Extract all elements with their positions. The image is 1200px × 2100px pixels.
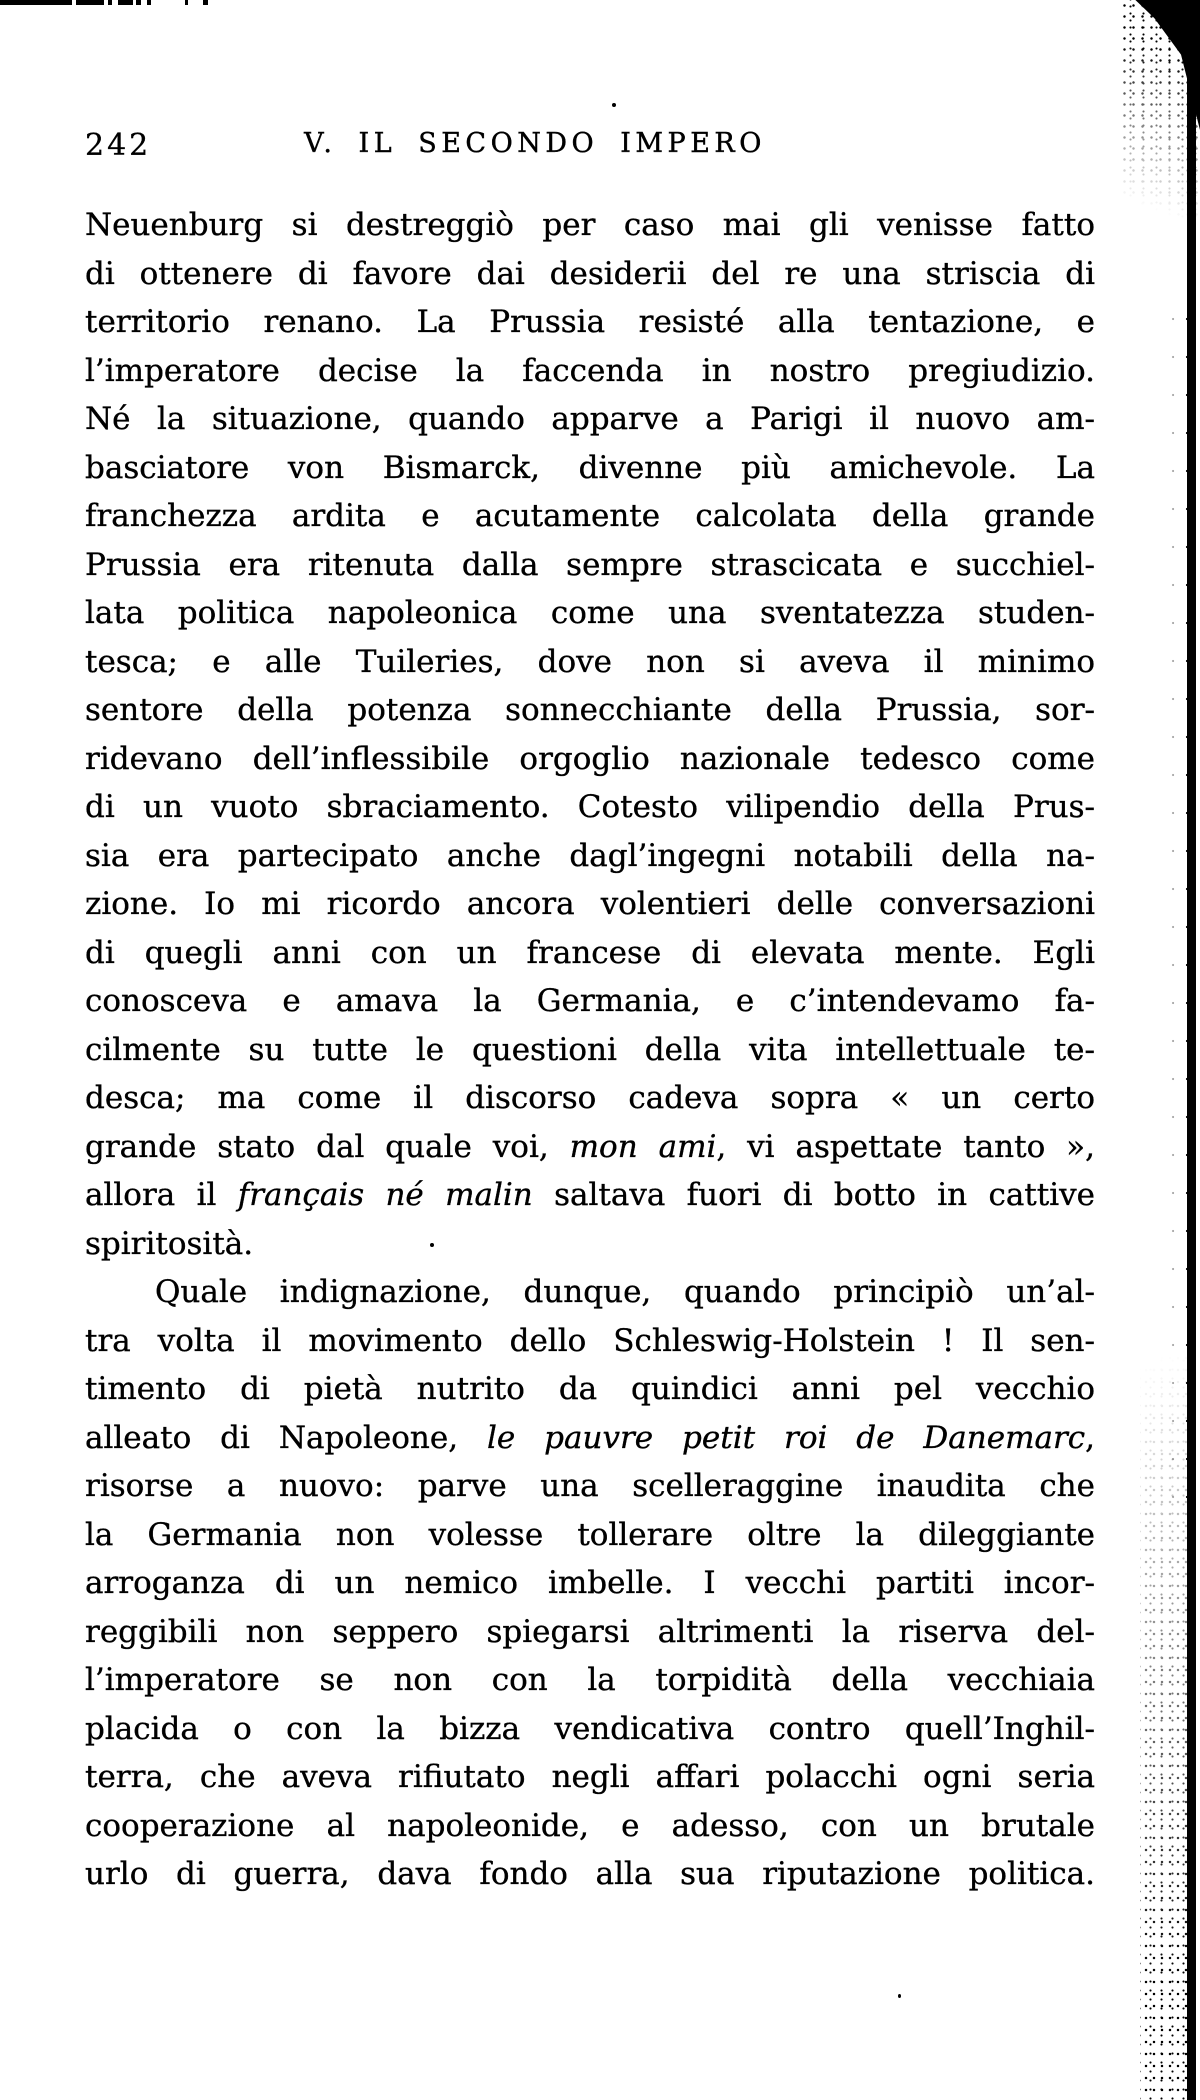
text-segment: di ottenere di favore dai desiderii del re una striscia di	[85, 255, 1095, 292]
text-segment: di un vuoto sbraciamento. Cotesto vilipendio della Prus-	[85, 789, 1095, 825]
text-segment: alleato di Napoleone,	[85, 1419, 487, 1456]
text-segment: Quale indignazione, dunque, quando principiò un’al-	[155, 1274, 1095, 1310]
running-header-title: V. IL SECONDO IMPERO	[304, 128, 766, 159]
text-segment: urlo di guerra, dava fondo alla sua riputazione politica.	[85, 1856, 1095, 1892]
scan-artifact-dot	[898, 1994, 901, 1998]
text-segment: grande stato dal quale voi,	[85, 1128, 570, 1165]
text-segment: sentore della potenza sonnecchiante della Prussia, sor-	[85, 692, 1095, 728]
text-segment: risorse a nuovo: parve una scelleraggine inaudita che	[85, 1468, 1095, 1504]
text-segment: territorio renano. La Prussia resisté alla tentazione, e	[85, 304, 1095, 340]
text-segment: tesca; e alle Tuileries, dove non si aveva il minimo	[85, 643, 1095, 680]
scan-artifact-dot	[612, 103, 616, 107]
text-segment: desca; ma come il discorso cadeva sopra « un certo	[85, 1080, 1095, 1116]
text-segment: Prussia era ritenuta dalla sempre strascicata e succhiel-	[85, 546, 1095, 583]
text-line	[85, 1026, 1095, 1075]
text-segment: franchezza ardita e acutamente calcolata della grande	[85, 498, 1095, 534]
scan-artifact-top-dashes	[0, 0, 210, 5]
text-line	[85, 250, 1095, 299]
text-line	[85, 201, 1095, 250]
text-segment: tra volta il movimento dello Schleswig-Holstein ! Il sen-	[85, 1322, 1095, 1359]
text-line	[85, 1608, 1095, 1657]
text-segment: sia era partecipato anche dagl’ingegni notabili della na-	[85, 837, 1095, 874]
text-line	[85, 1268, 1095, 1317]
scan-artifact-edge-speckle-bottom	[1140, 1280, 1200, 2100]
text-line	[85, 1171, 1095, 1220]
text-line	[85, 1656, 1095, 1705]
text-segment: la Germania non volesse tollerare oltre la dileggiante	[85, 1516, 1095, 1553]
text-line	[85, 832, 1095, 881]
text-line	[85, 444, 1095, 493]
text-segment: saltava fuori di botto in cattive	[532, 1177, 1095, 1213]
text-line	[85, 1705, 1095, 1754]
text-segment: l’imperatore se non con la torpidità della vecchiaia	[85, 1662, 1095, 1698]
page-number: 242	[85, 128, 152, 163]
text-line	[85, 541, 1095, 590]
text-line	[85, 1074, 1095, 1123]
italic-text-segment: mon ami	[569, 1128, 717, 1165]
text-line	[85, 298, 1095, 347]
text-segment: allora il	[85, 1177, 238, 1213]
text-line	[85, 1414, 1095, 1463]
text-segment: ridevano dell’inflessibile orgoglio nazionale tedesco come	[85, 740, 1095, 777]
text-line	[85, 1559, 1095, 1608]
running-header	[0, 126, 1070, 170]
text-segment: ,	[1085, 1419, 1095, 1456]
text-segment: reggibili non seppero spiegarsi altrimenti la riserva del-	[85, 1613, 1095, 1650]
text-segment: basciatore von Bismarck, divenne più amichevole. La	[85, 449, 1095, 486]
text-line	[85, 977, 1095, 1026]
italic-text-segment: le pauvre petit roi de Danemarc	[486, 1419, 1086, 1456]
italic-text-segment: français né malin	[237, 1177, 533, 1213]
text-segment: spiritosità.	[85, 1225, 254, 1262]
text-line	[85, 929, 1095, 978]
text-line	[85, 1123, 1095, 1172]
text-segment: cilmente su tutte le questioni della vita intellettuale te-	[85, 1031, 1095, 1068]
page-body-text	[85, 201, 1095, 1899]
text-line	[85, 880, 1095, 929]
text-line	[85, 783, 1095, 832]
text-line	[85, 395, 1095, 444]
text-segment: zione. Io mi ricordo ancora volentieri delle conversazioni	[85, 886, 1095, 922]
text-line	[85, 1753, 1095, 1802]
text-line	[85, 735, 1095, 784]
text-line	[85, 1220, 1095, 1269]
text-segment: cooperazione al napoleonide, e adesso, con un brutale	[85, 1807, 1095, 1844]
text-segment: l’imperatore decise la faccenda in nostro pregiudizio.	[85, 352, 1095, 389]
scan-artifact-edge-speckle	[1166, 300, 1192, 1500]
text-segment: terra, che aveva rifiutato negli affari polacchi ogni seria	[85, 1759, 1095, 1795]
text-segment: lata politica napoleonica come una sventatezza studen-	[85, 595, 1095, 631]
text-segment: arroganza di un nemico imbelle. I vecchi partiti incor-	[85, 1565, 1095, 1601]
text-line	[85, 1850, 1095, 1899]
text-line	[85, 638, 1095, 687]
text-segment: conosceva e amava la Germania, e c’intendevamo fa-	[85, 983, 1095, 1019]
text-line	[85, 589, 1095, 638]
text-line	[85, 1365, 1095, 1414]
text-line	[85, 1317, 1095, 1366]
text-segment: , vi aspettate tanto »,	[716, 1128, 1096, 1165]
text-line	[85, 686, 1095, 735]
text-segment: placida o con la bizza vendicativa contro quell’Inghil-	[85, 1710, 1095, 1747]
scan-artifact-corner-blob	[1105, 0, 1200, 130]
text-line	[85, 1511, 1095, 1560]
text-segment: di quegli anni con un francese di elevata mente. Egli	[85, 934, 1095, 971]
text-line	[85, 347, 1095, 396]
text-line	[85, 1802, 1095, 1851]
text-segment: Neuenburg si destreggiò per caso mai gli venisse fatto	[85, 207, 1095, 243]
text-segment: timento di pietà nutrito da quindici anni pel vecchio	[85, 1371, 1095, 1407]
scan-artifact-corner-speckle	[1120, 0, 1200, 320]
text-segment: Né la situazione, quando apparve a Parigi il nuovo am-	[85, 401, 1095, 437]
text-line	[85, 1462, 1095, 1511]
scan-artifact-right-edge-line	[1187, 0, 1196, 2100]
text-line	[85, 492, 1095, 541]
